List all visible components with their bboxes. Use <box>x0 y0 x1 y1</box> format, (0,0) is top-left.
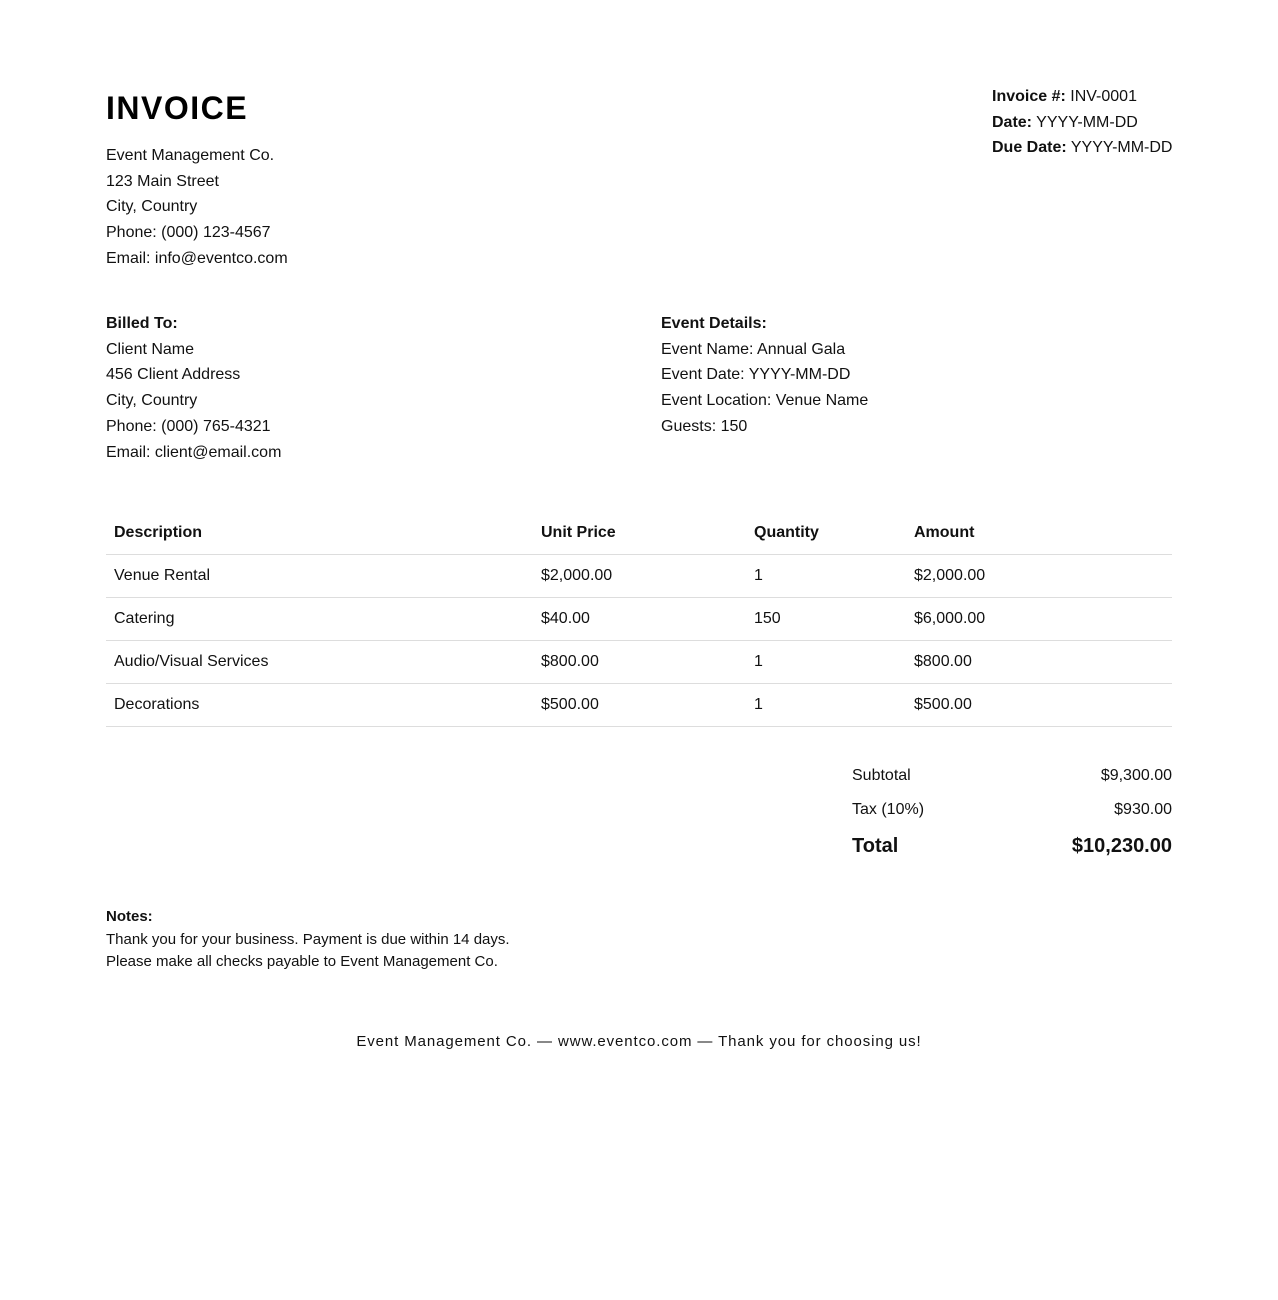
item-quantity: 150 <box>746 598 906 641</box>
invoice-date-value: YYYY-MM-DD <box>1036 113 1138 131</box>
client-address: 456 Client Address <box>106 366 241 384</box>
column-header-description: Description <box>106 512 533 555</box>
billed-to-section <box>106 311 281 465</box>
company-email: Email: info@eventco.com <box>106 249 288 267</box>
invoice-date-label: Date: <box>992 113 1033 131</box>
subtotal-row <box>852 764 1172 798</box>
company-street: 123 Main Street <box>106 172 219 190</box>
subtotal-value: $9,300.00 <box>1100 767 1172 784</box>
due-date-label: Due Date: <box>992 139 1067 156</box>
notes-heading: Notes: <box>106 908 153 925</box>
page-footer: Event Management Co. — www.eventco.com — Thank you for choosing us! <box>356 1033 922 1050</box>
tax-value: $930.00 <box>1114 801 1172 818</box>
due-date-value: YYYY-MM-DD <box>1070 139 1173 156</box>
tax-row <box>852 798 1172 832</box>
line-items-table <box>106 512 1172 727</box>
table-row <box>106 598 1172 641</box>
item-amount: $6,000.00 <box>906 598 1172 641</box>
subtotal-label: Subtotal <box>852 767 911 784</box>
item-quantity: 1 <box>746 684 906 727</box>
event-details-section <box>661 311 868 440</box>
item-unit-price: $2,000.00 <box>533 555 746 598</box>
item-quantity: 1 <box>746 641 906 684</box>
event-details-heading: Event Details: <box>661 315 767 332</box>
item-amount: $500.00 <box>906 684 1172 727</box>
table-row <box>106 684 1172 727</box>
invoice-meta <box>992 84 1172 161</box>
item-amount: $800.00 <box>906 641 1172 684</box>
billed-to-heading: Billed To: <box>106 315 178 332</box>
totals-section <box>852 764 1172 868</box>
due-date-row <box>992 135 1172 161</box>
event-guests: Guests: 150 <box>661 417 748 435</box>
company-info <box>106 143 288 272</box>
company-phone: Phone: (000) 123-4567 <box>106 224 271 242</box>
invoice-number-label: Invoice #: <box>992 88 1066 105</box>
invoice-title: INVOICE <box>106 90 249 126</box>
notes-line-2: Please make all checks payable to Event Management Co. <box>106 953 498 970</box>
table-header-row <box>106 512 1172 555</box>
column-header-quantity: Quantity <box>746 512 906 555</box>
item-description: Catering <box>106 598 533 641</box>
item-amount: $2,000.00 <box>906 555 1172 598</box>
table-row <box>106 641 1172 684</box>
item-unit-price: $500.00 <box>533 684 746 727</box>
item-quantity: 1 <box>746 555 906 598</box>
total-value: $10,230.00 <box>1071 835 1172 857</box>
event-location: Event Location: Venue Name <box>661 392 869 410</box>
invoice-number-value: INV-0001 <box>1070 88 1137 105</box>
client-name: Client Name <box>106 340 195 358</box>
client-city: City, Country <box>106 392 198 410</box>
company-city: City, Country <box>106 198 198 216</box>
column-header-amount: Amount <box>906 512 1172 555</box>
invoice-date-row <box>992 110 1172 136</box>
table-row <box>106 555 1172 598</box>
notes-line-1: Thank you for your business. Payment is due within 14 days. <box>106 930 510 948</box>
tax-label: Tax (10%) <box>852 801 925 818</box>
event-name: Event Name: Annual Gala <box>661 340 846 358</box>
event-date: Event Date: YYYY-MM-DD <box>661 366 851 384</box>
notes-section <box>106 906 510 974</box>
item-unit-price: $800.00 <box>533 641 746 684</box>
item-description: Decorations <box>106 684 533 727</box>
item-unit-price: $40.00 <box>533 598 746 641</box>
invoice-number-row <box>992 84 1172 110</box>
item-description: Audio/Visual Services <box>106 641 533 684</box>
item-description: Venue Rental <box>106 555 533 598</box>
company-name: Event Management Co. <box>106 147 275 164</box>
client-phone: Phone: (000) 765-4321 <box>106 417 271 435</box>
total-label: Total <box>852 835 899 857</box>
total-row <box>852 828 1172 868</box>
column-header-unit-price: Unit Price <box>533 512 746 555</box>
client-email: Email: client@email.com <box>106 443 282 461</box>
